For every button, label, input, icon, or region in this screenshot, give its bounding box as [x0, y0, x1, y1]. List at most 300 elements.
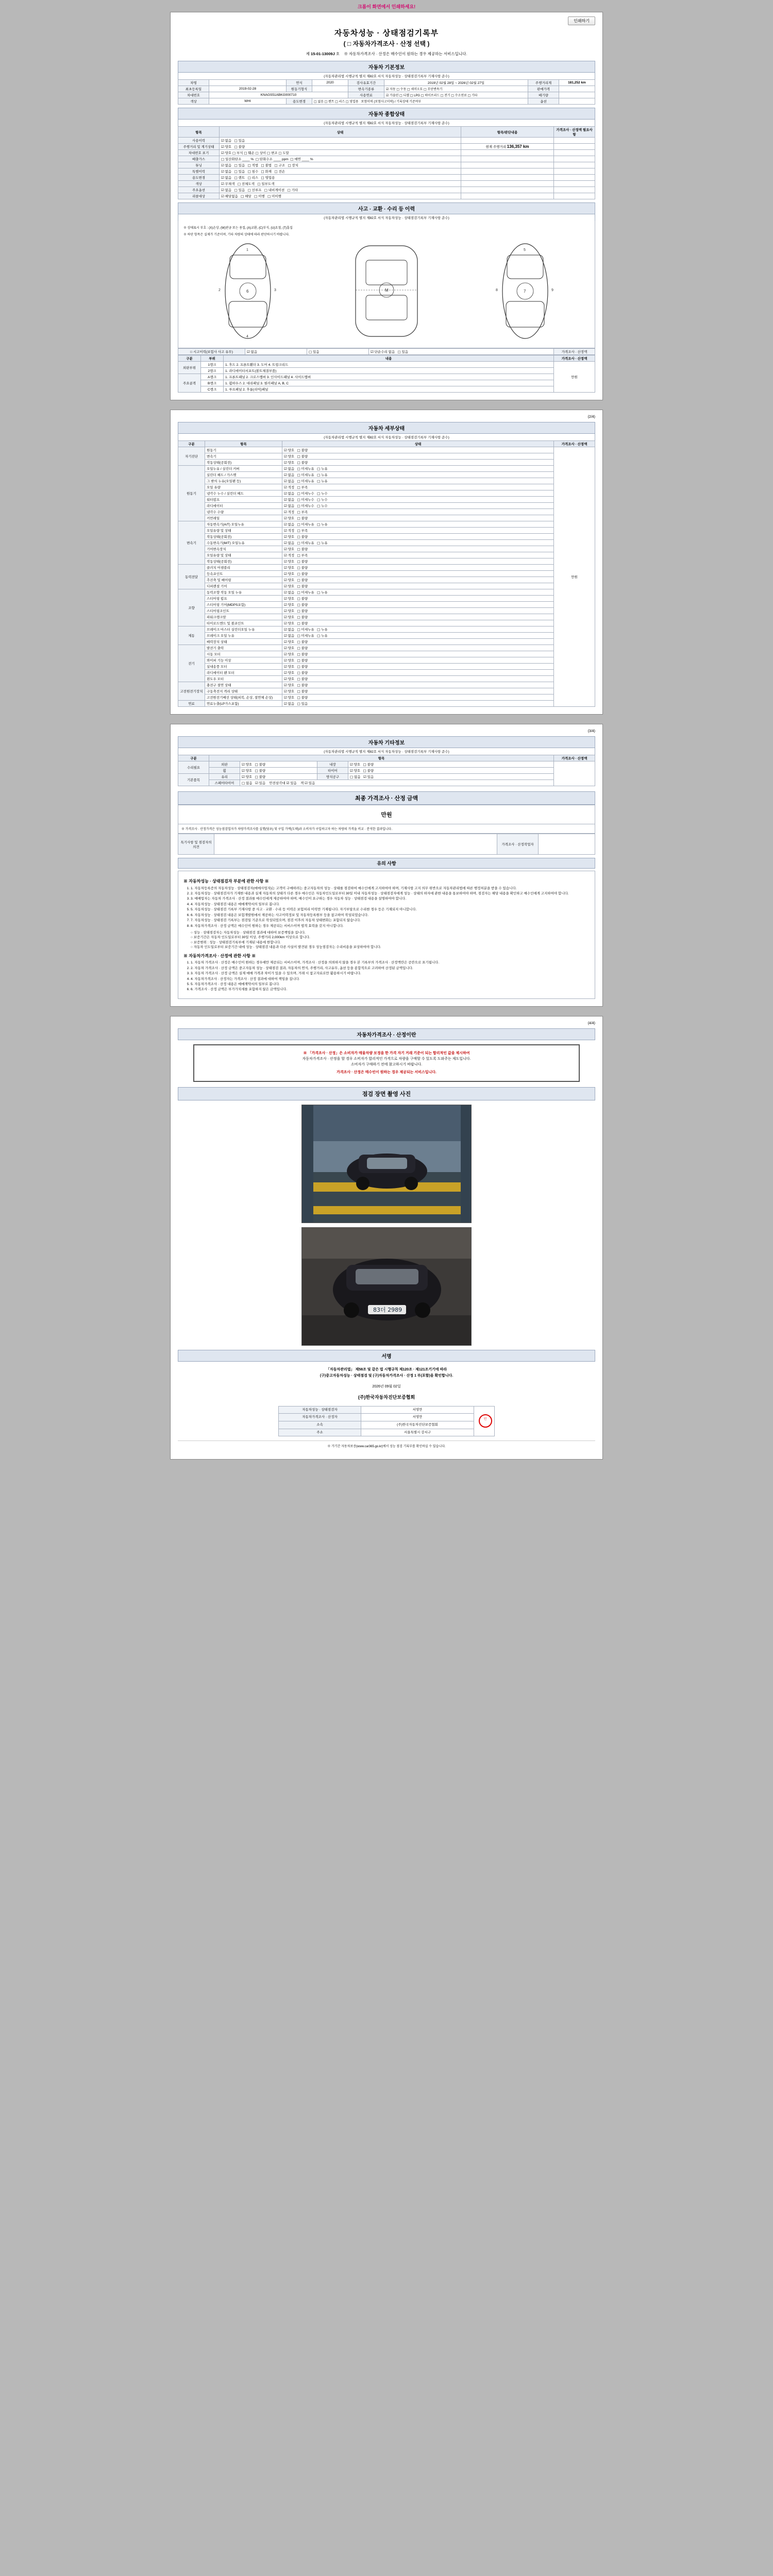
table-row [178, 515, 595, 521]
detail-item-options: ☑ 양호 □ 불량 [282, 645, 554, 651]
table-row [178, 374, 595, 380]
checkbox-recall-notdone[interactable]: □ [267, 194, 271, 198]
checkbox-vin-modified[interactable]: □ [266, 151, 271, 155]
checkbox-color-original[interactable]: ☑ [221, 182, 224, 186]
checkbox-미세누수[interactable]: □ [297, 498, 300, 502]
table-row [178, 86, 595, 92]
checkbox-usage-none[interactable]: □ [314, 100, 317, 104]
checkbox-부족[interactable]: □ [297, 510, 300, 514]
checkbox-wheel-bad[interactable]: □ [255, 769, 258, 773]
checkbox-적정[interactable]: ☑ [284, 485, 287, 489]
checkbox-없음[interactable]: ☑ [284, 467, 287, 471]
label-engine-type: 원동기형식 [287, 86, 312, 92]
checkbox-vin-erased[interactable]: □ [278, 151, 282, 155]
checkbox-불량[interactable]: □ [297, 572, 300, 576]
section-overall-title: 자동차 종합상태 [178, 108, 595, 120]
checkbox-flood[interactable]: □ [247, 170, 251, 174]
checkbox-change-none[interactable]: ☑ [221, 176, 224, 180]
top-bar [0, 0, 773, 12]
checkbox-누유[interactable]: □ [317, 479, 321, 483]
page-number-2: (2/4) [587, 415, 595, 419]
checkbox-불량[interactable]: □ [297, 658, 300, 663]
checkbox-불량[interactable]: □ [297, 677, 300, 681]
checkbox-recall-na[interactable]: ☑ [221, 194, 224, 198]
table-row [178, 824, 595, 834]
etc-price-cell [554, 761, 595, 786]
checkbox-tuning-yes[interactable]: □ [234, 163, 238, 167]
label-first-reg: 최초등록일 [178, 86, 209, 92]
checkbox-부족[interactable]: □ [297, 485, 300, 489]
checkbox-양호[interactable]: ☑ [284, 603, 287, 607]
table-row [178, 175, 595, 181]
checkbox-simple-repair-none[interactable]: ☑ [371, 350, 374, 354]
checkbox-누수[interactable]: □ [317, 498, 321, 502]
checkbox-미세누유[interactable]: □ [297, 628, 300, 632]
detail-item-options: ☑ 양호 □ 불량 [282, 534, 554, 540]
row-judgement-recall [461, 193, 554, 199]
checkbox-tuning-none[interactable]: ☑ [221, 163, 224, 167]
checkbox-fuel-etc[interactable]: □ [467, 94, 471, 97]
detail-state-body [178, 447, 595, 707]
checkbox-불량[interactable]: □ [297, 646, 300, 650]
checkbox-불량[interactable]: □ [297, 615, 300, 619]
table-row [178, 362, 595, 368]
detail-item-label: 윈도우 모터 [205, 676, 282, 682]
checkbox-불량[interactable]: □ [297, 652, 300, 656]
checkbox-accident-none[interactable]: ☑ [247, 350, 250, 354]
checkbox-양호[interactable]: ☑ [284, 640, 287, 644]
checkbox-불량[interactable]: □ [297, 640, 300, 644]
parts-rank-c: 1. 루프패널 2. 후륜(리어)패널 [224, 386, 554, 393]
checkbox-hydrogen[interactable]: □ [451, 94, 455, 97]
checkbox-양호[interactable]: ☑ [284, 566, 287, 570]
sig-value-2: (주)한국자동차진단보증협회 [361, 1421, 474, 1429]
label-transmission: 변속기종류 [348, 86, 384, 92]
notice-item: 6. 6. 자동차성능 · 상태점검 내용은 보험개발원에서 제공하는 사고이력정보 및 자동차등록원부 등을 참고하여 작성되었습니다. [191, 913, 590, 918]
table-row [178, 490, 595, 497]
detail-item-label: 시동 모터 [205, 651, 282, 657]
checkbox-미세누유[interactable]: □ [297, 541, 300, 545]
checkbox-special-none[interactable]: ☑ [221, 170, 224, 174]
detail-item-options: ☑ 없음 □ 미세누수 □ 누수 [282, 490, 554, 497]
checkbox-불량[interactable]: □ [297, 621, 300, 625]
checkbox-tire-good[interactable]: ☑ [350, 769, 353, 773]
checkbox-없음[interactable]: ☑ [284, 541, 287, 545]
checkbox-양호[interactable]: ☑ [284, 646, 287, 650]
checkbox-양호[interactable]: ☑ [284, 578, 287, 582]
checkbox-spare-none[interactable]: □ [242, 781, 245, 785]
row-value-recall: ☑ 해당없음 □ 해당 □ 이행 □ 미이행 [220, 193, 461, 199]
col-detail-state: 상태 [282, 441, 554, 447]
checkbox-누유[interactable]: □ [317, 590, 321, 595]
checkbox-불량[interactable]: □ [297, 597, 300, 601]
table-row [279, 1429, 495, 1436]
table-row [178, 670, 595, 676]
checkbox-미세누유[interactable]: □ [297, 473, 300, 477]
signature-table [278, 1406, 495, 1437]
checkbox-color-full[interactable]: □ [237, 182, 241, 186]
checkbox-양호[interactable]: ☑ [284, 658, 287, 663]
item-wheel: 휠 [209, 768, 240, 774]
signature-line-2: (구)중고자동차성능 · 상태점검 및 (구)자동차가격조사 · 산정 1 부(포함)을 확인합니다. [320, 1374, 453, 1378]
checkbox-불량[interactable]: □ [297, 609, 300, 613]
checkbox-tuning-illegal[interactable]: □ [261, 163, 264, 167]
checkbox-opt-none[interactable]: ☑ [221, 188, 224, 192]
checkbox-vin-damage[interactable]: □ [244, 151, 247, 155]
notice-item: 2. 2. 자동차성능 · 상태점검자가 기재한 내용과 실제 자동차의 상태가 다른 경우 매수인은 자동차인도일로부터 30일 이내 자동차성능 · 상태점검자에게 성능 · 상태의 하자에 관한 내용을 통보하여야 하며, 점검자는 해당 내용을 확인하고 매수인에게 고지하여야 합니다. [191, 891, 590, 896]
detail-item-options: ☑ 양호 □ 불량 [282, 651, 554, 657]
table-row [178, 577, 595, 583]
checkbox-양호[interactable]: ☑ [284, 461, 287, 465]
page-number-1 [178, 18, 595, 21]
checkbox-부족[interactable]: □ [297, 529, 300, 533]
checkbox-recall-yes[interactable]: □ [241, 194, 244, 198]
checkbox-accident-yes[interactable]: □ [309, 350, 312, 354]
checkbox-양호[interactable]: ☑ [284, 652, 287, 656]
checkbox-없음[interactable]: ☑ [284, 479, 287, 483]
checkbox-불량[interactable]: □ [297, 683, 300, 687]
checkbox-hybrid[interactable]: □ [421, 94, 424, 97]
checkbox-불량[interactable]: □ [297, 566, 300, 570]
checkbox-vin-corrosion[interactable]: □ [232, 151, 236, 155]
checkbox-불량[interactable]: □ [297, 535, 300, 539]
checkbox-opt-etc[interactable]: □ [287, 188, 291, 192]
table-row [178, 150, 595, 156]
detail-item-label: 변속기 [205, 453, 282, 460]
diagram-note-2: ※ 하단 항목은 실제가 기준이며, 기타 차량의 상태에 따라 판단하시기 바랍니다. [183, 233, 290, 236]
checkbox-미세누수[interactable]: □ [297, 492, 300, 496]
parts-rank-a: 1. 프론트패널 2. 크로스멤버 3. 인사이드패널 4. 사이드멤버 [224, 374, 554, 380]
parts-rank-2: 1. 라디에이터서포트(볼트체결부품) [224, 368, 554, 374]
checkbox-diesel[interactable]: □ [399, 94, 402, 97]
checkbox-양호[interactable]: ☑ [284, 547, 287, 551]
checkbox-없음[interactable]: ☑ [284, 590, 287, 595]
table-row [178, 528, 595, 534]
page-1 [170, 12, 603, 400]
checkbox-불량[interactable]: □ [297, 516, 300, 520]
row-judgement-vin [461, 150, 554, 156]
checkbox-양호[interactable]: ☑ [284, 454, 287, 459]
checkbox-없음[interactable]: ☑ [284, 702, 287, 706]
table-row [178, 651, 595, 657]
signature-block [178, 1362, 595, 1452]
car-front-view-icon [209, 240, 287, 343]
checkbox-vin-good[interactable]: ☑ [221, 151, 224, 155]
table-row [178, 583, 595, 589]
label-sale-price: 판매가격 [528, 86, 559, 92]
checkbox-없음[interactable]: ☑ [284, 522, 287, 527]
checkbox-양호[interactable]: ☑ [284, 696, 287, 700]
checkbox-tuning-device[interactable]: □ [288, 163, 291, 167]
checkbox-누유[interactable]: □ [317, 628, 321, 632]
checkbox-glass-good[interactable]: ☑ [242, 775, 245, 779]
detail-item-options: ☑ 적정 □ 부족 [282, 552, 554, 558]
checkbox-불량[interactable]: □ [297, 603, 300, 607]
checkbox-simple-repair-yes[interactable]: □ [397, 350, 401, 354]
checkbox-wheel-good[interactable]: ☑ [242, 769, 245, 773]
checkbox-opt-yes[interactable]: □ [234, 188, 238, 192]
odometer-current-label: 현재 주행거리 [485, 145, 506, 149]
checkbox-불량[interactable]: □ [297, 671, 300, 675]
table-row [178, 80, 595, 86]
detail-item-label: 스티어링조인트 [205, 608, 282, 614]
checkbox-양호[interactable]: ☑ [284, 535, 287, 539]
checkbox-불량[interactable]: □ [297, 665, 300, 669]
checkbox-auto[interactable]: ☑ [386, 88, 389, 91]
detail-item-label: 자동변속기(A/T) 오일누유 [205, 521, 282, 528]
detail-item-options: ☑ 양호 □ 불량 [282, 664, 554, 670]
checkbox-없음[interactable]: ☑ [284, 634, 287, 638]
checkbox-적정[interactable]: ☑ [284, 553, 287, 557]
table-row [178, 633, 595, 639]
checkbox-interior-good[interactable]: ☑ [350, 762, 353, 767]
checkbox-없음[interactable]: ☑ [284, 492, 287, 496]
notice-item: 4. 4. 자동차가격조사 · 산정자는 가격조사 · 산정 결과에 대하여 책임을 집니다. [191, 977, 590, 981]
table-row [178, 780, 595, 786]
checkbox-양호[interactable]: ☑ [284, 560, 287, 564]
notice-subitem: ○ 성능 · 상태점검자는 자동차성능 · 상태점검 결과에 대하여 보증책임을 집니다. [191, 930, 306, 935]
detail-item-options: ☑ 적정 □ 부족 [282, 484, 554, 490]
checkbox-sunroof[interactable]: □ [247, 188, 251, 192]
value-accident-none: ☑ 없음 [245, 349, 307, 355]
checkbox-gasoline[interactable]: ☑ [386, 94, 389, 97]
checkbox-tuning-structure[interactable]: □ [274, 163, 278, 167]
row-label-options: 주요옵션 [178, 187, 220, 193]
sig-label-3: 주소 [279, 1429, 361, 1436]
checkbox-없음[interactable]: ☑ [284, 628, 287, 632]
row-judgement-usage-change [461, 175, 554, 181]
detail-item-options: ☑ 양호 □ 불량 [282, 688, 554, 694]
checkbox-양호[interactable]: ☑ [284, 572, 287, 576]
checkbox-cvt[interactable]: □ [424, 88, 427, 91]
checkbox-color-partial[interactable]: □ [257, 182, 261, 186]
checkbox-outer-bad[interactable]: □ [255, 762, 258, 767]
checkbox-미세누유[interactable]: □ [297, 479, 300, 483]
section-price-warn-title: 자동차가격조사 · 산정이란 [178, 1028, 595, 1040]
signature-footer: ※ 가기간 자동차보증(www.car365.go.kr)에서 성능 점검 기록부를 확인하실 수 있습니다. [178, 1440, 595, 1450]
detail-item-options: ☑ 양호 □ 불량 [282, 670, 554, 676]
col-state: 상태 [220, 127, 461, 138]
checkbox-bad[interactable]: □ [234, 145, 238, 149]
checkbox-누수[interactable]: □ [317, 492, 321, 496]
checkbox-미세누수[interactable]: □ [297, 504, 300, 508]
checkbox-불량[interactable]: □ [297, 454, 300, 459]
value-usage-options: □ 없음 □ 렌트 □ 리스 □ 영업용 보험이력 (보험사고이력) / 기록상태 기준여부 [312, 98, 528, 105]
checkbox-fire[interactable]: □ [261, 170, 264, 174]
checkbox-lpg[interactable]: □ [410, 94, 413, 97]
svg-text:7: 7 [523, 289, 526, 294]
checkbox-양호[interactable]: ☑ [284, 621, 287, 625]
checkbox-change-lease[interactable]: □ [247, 176, 251, 180]
checkbox-양호[interactable]: ☑ [284, 689, 287, 693]
value-glass: ☑ 양호 □ 불량 [240, 774, 317, 780]
row-price-recall [554, 193, 595, 199]
checkbox-co[interactable]: □ [221, 157, 225, 161]
svg-text:83더 2989: 83더 2989 [373, 1306, 402, 1313]
checkbox-불량[interactable]: □ [297, 696, 300, 700]
signature-title: 서명 [178, 1350, 595, 1362]
checkbox-triangle-yes[interactable]: ☑ [286, 781, 290, 785]
checkbox-glass-bad[interactable]: □ [255, 775, 258, 779]
detail-item-label: 커먼레일 [205, 515, 282, 521]
checkbox-양호[interactable]: ☑ [284, 448, 287, 452]
notice-item: 1. 1. 자동차등록증의 자동차성능 · 상태점검자(매매사업자)는 고객이 구매하려는 중고자동차의 성능 · 상태를 점검하여 매수인에게 고지하여야 하며, 기재사항 고지 의무 위반으로 자동차관리법에 따른 행정처분을 받을 수 있습니다. [191, 886, 590, 891]
detail-item-options: ☑ 양호 □ 불량 [282, 571, 554, 577]
checkbox-spare-yes[interactable]: ☑ [255, 781, 258, 785]
row-price-usage-change [554, 175, 595, 181]
checkbox-불량[interactable]: □ [297, 560, 300, 564]
detail-item-label: 오일유량 및 상태 [205, 528, 282, 534]
detail-item-label: 발전기 출력 [205, 645, 282, 651]
checkbox-부족[interactable]: □ [297, 553, 300, 557]
table-row [178, 156, 595, 162]
detail-item-options: ☑ 양호 □ 불량 [282, 460, 554, 466]
price-warn-highlight: 가격조사 · 산정은 매수인이 원하는 경우 제공되는 서비스입니다. [337, 1071, 436, 1075]
row-price-usage-history [554, 138, 595, 144]
parts-rank-1: 1. 후드 2. 프론트휀더 3. 도어 4. 트렁크리드 [224, 362, 554, 368]
detail-item-label: 기어변속장치 [205, 546, 282, 552]
checkbox-usage-lease[interactable]: □ [335, 100, 338, 104]
checkbox-양호[interactable]: ☑ [284, 665, 287, 669]
checkbox-누수[interactable]: □ [317, 504, 321, 508]
col-judgement: 항목/판단내용 [461, 127, 554, 138]
table-row [178, 368, 595, 374]
checkbox-양호[interactable]: ☑ [284, 671, 287, 675]
checkbox-불량[interactable]: □ [297, 547, 300, 551]
checkbox-양호[interactable]: ☑ [284, 584, 287, 588]
checkbox-jack-yes[interactable]: ☑ [305, 781, 308, 785]
checkbox-미세누유[interactable]: □ [297, 467, 300, 471]
detail-item-label: 실린더 헤드 / 가스켓 [205, 472, 282, 478]
checkbox-미세누유[interactable]: □ [297, 522, 300, 527]
checkbox-outer-good[interactable]: ☑ [242, 762, 245, 767]
notice-item: 8. 8. 자동차가격조사 · 산정 금액은 매수인이 원하는 경우 제공되는 서비스이며 법적 효력을 갖지 아니합니다. [191, 924, 590, 928]
checkbox-change-rent[interactable]: □ [234, 176, 238, 180]
detail-item-label: 연료누출(LP가스포함) [205, 701, 282, 707]
checkbox-불량[interactable]: □ [297, 689, 300, 693]
detail-item-label: 실내송풍 모터 [205, 664, 282, 670]
checkbox-불량[interactable]: □ [297, 448, 300, 452]
value-spare: □ 없음 ☑ 있음 안전삼각대 ☑ 있음 잭 ☑ 있음 [240, 780, 554, 786]
value-price-assessor [539, 834, 595, 855]
checkbox-vin-diff[interactable]: □ [255, 151, 259, 155]
checkbox-usage-business[interactable]: □ [345, 100, 349, 104]
detail-item-label: 배력장치 상태 [205, 639, 282, 645]
checkbox-없음[interactable]: ☑ [284, 498, 287, 502]
detail-item-label: 스티어링 기어(MDPS포함) [205, 602, 282, 608]
checkbox-있음[interactable]: □ [297, 702, 300, 706]
table-row [178, 453, 595, 460]
checkbox-none[interactable]: ☑ [221, 139, 224, 143]
checkbox-hc[interactable]: □ [255, 157, 259, 161]
checkbox-interior-bad[interactable]: □ [363, 762, 366, 767]
checkbox-special-yes[interactable]: □ [234, 170, 238, 174]
detail-item-label: 오일유량 및 상태 [205, 552, 282, 558]
checkbox-ev[interactable]: □ [440, 94, 444, 97]
checkbox-양호[interactable]: ☑ [284, 597, 287, 601]
detail-item-options: ☑ 양호 □ 불량 [282, 639, 554, 645]
checkbox-tire-bad[interactable]: □ [363, 769, 366, 773]
checkbox-없음[interactable]: ☑ [284, 473, 287, 477]
print-button[interactable]: 인쇄하기 [568, 16, 595, 25]
table-row [178, 546, 595, 552]
row-label-odometer-state: 주행거리 및 계기상태 [178, 144, 220, 150]
value-fuel-options: ☑ 가솔린 □ 디젤 □ LPG □ 하이브리드 □ 전기 □ 수소연료 □ 기타 [384, 92, 528, 98]
checkbox-양호[interactable]: ☑ [284, 615, 287, 619]
checkbox-total-loss[interactable]: □ [274, 170, 278, 174]
notice-item: 5. 5. 자동차성능 · 상태점검 기록부 기재사항 중 사고 · 교환 · 수리 등 이력은 보험처리 이력만 기재됩니다. 자기부담으로 수리한 경우 등은 기재되지 아니합니다. [191, 907, 590, 912]
table-row [178, 503, 595, 509]
checkbox-recall-done[interactable]: □ [254, 194, 258, 198]
checkbox-양호[interactable]: ☑ [284, 677, 287, 681]
table-row [178, 534, 595, 540]
checkbox-good[interactable]: ☑ [221, 145, 224, 149]
checkbox-semiauto[interactable]: □ [407, 88, 410, 91]
checkbox-usage-rent[interactable]: □ [324, 100, 328, 104]
checkbox-manual[interactable]: □ [396, 88, 399, 91]
checkbox-적정[interactable]: ☑ [284, 529, 287, 533]
checkbox-없음[interactable]: ☑ [284, 504, 287, 508]
detail-item-label: 냉각수 수량 [205, 509, 282, 515]
page-number-3: (3/4) [587, 730, 595, 733]
checkbox-smoke[interactable]: □ [290, 157, 294, 161]
checkbox-누유[interactable]: □ [317, 541, 321, 545]
etc-info-table [178, 755, 595, 786]
row-judgement-emissions [461, 156, 554, 162]
checkbox-불량[interactable]: □ [297, 584, 300, 588]
checkbox-누유[interactable]: □ [317, 473, 321, 477]
label-remarks: 특기사항 및 점검자의 의견 [178, 834, 214, 855]
checkbox-yes[interactable]: □ [234, 139, 238, 143]
rank-1: 1랭크 [201, 362, 224, 368]
checkbox-누유[interactable]: □ [317, 522, 321, 527]
checkbox-미세누유[interactable]: □ [297, 590, 300, 595]
checkbox-change-biz[interactable]: □ [261, 176, 264, 180]
checkbox-미세누유[interactable]: □ [297, 634, 300, 638]
checkbox-누유[interactable]: □ [317, 467, 321, 471]
label-year: 연식 [287, 80, 312, 86]
detail-item-label: 파워크랭크암 [205, 614, 282, 620]
section-notices-title: 유의 사항 [178, 858, 595, 869]
label-jack: 잭 [300, 782, 304, 785]
rank-2: 2랭크 [201, 368, 224, 374]
label-outer-panel: 외판부위 [178, 362, 201, 374]
checkbox-양호[interactable]: ☑ [284, 683, 287, 687]
checkbox-누유[interactable]: □ [317, 634, 321, 638]
item-tire: 타이어 [317, 768, 348, 774]
sig-label-0: 자동차성능 · 상태점검자 [279, 1406, 361, 1414]
checkbox-적정[interactable]: ☑ [284, 510, 287, 514]
detail-group-label: 원동기 [178, 466, 205, 521]
seal-stamp-icon: 인 [479, 1414, 492, 1428]
item-tools: 방치공구 [317, 774, 348, 780]
checkbox-불량[interactable]: □ [297, 461, 300, 465]
checkbox-양호[interactable]: ☑ [284, 516, 287, 520]
value-color-code: WHI [209, 98, 287, 105]
checkbox-양호[interactable]: ☑ [284, 609, 287, 613]
checkbox-tools-yes[interactable]: ☑ [363, 775, 366, 779]
detail-item-label: 등속죠인트 [205, 571, 282, 577]
label-accident-history: □ 시고이력(보험사 사고 유무) [178, 349, 245, 355]
checkbox-tools-none[interactable]: □ [350, 775, 354, 779]
checkbox-tuning-legal[interactable]: □ [247, 163, 251, 167]
value-tools: □ 없음 ☑ 있음 [348, 774, 554, 780]
print-notice: 크롬이 화면에서 인쇄하세요! [357, 4, 416, 9]
row-label-usage-history: 사용이력 [178, 138, 220, 144]
checkbox-navi[interactable]: □ [264, 188, 267, 192]
col-detail-item: 항목 [205, 441, 282, 447]
checkbox-불량[interactable]: □ [297, 578, 300, 582]
